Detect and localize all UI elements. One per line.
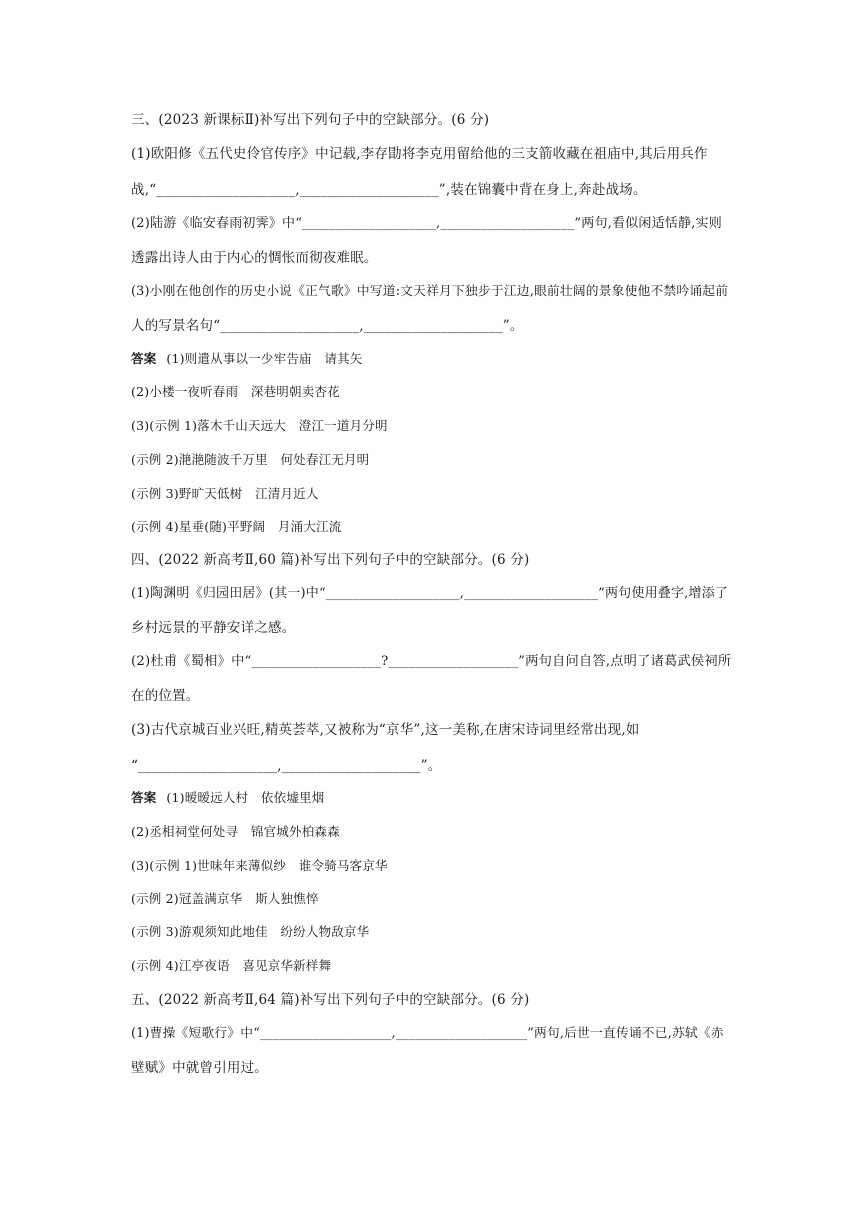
section-4-q3-line1: (3)古代京城百业兴旺,精英荟萃,又被称为“京华”,这一美称,在唐宋诗词里经常出现,如 (131, 722, 640, 738)
section-3-q1-line2: 战,“____________________,____________________”,装在锦囊中背在身上,奔赴战场。 (131, 182, 647, 198)
section-3-q1-line1: (1)欧阳修《五代史伶官传序》中记载,李存勖将李克用留给他的三支箭收藏在祖庙中,其后用兵作 (131, 146, 708, 162)
answer-label: 答案 (131, 351, 157, 366)
section-4-q1-line1: (1)陶渊明《归园田居》(其一)中“____________________,____________________”两句使用叠字,增添了 (131, 586, 729, 601)
section-3-q3-line2: 人的写景名句“____________________,____________________”。 (131, 318, 524, 334)
answer-text: (1)暧暧远人村 依依墟里烟 (166, 790, 325, 805)
section-4-answer-3: (3)(示例 1)世味年来薄似纱 谁令骑马客京华 (131, 858, 388, 873)
section-4-answer-4: (示例 2)冠盖满京华 斯人独憔悴 (131, 891, 319, 906)
section-4-heading: 四、(2022 新高考Ⅱ,60 篇)补写出下列句子中的空缺部分。(6 分) (131, 552, 530, 568)
section-3-q3-line1: (3)小刚在他创作的历史小说《正气歌》中写道:文天祥月下独步于江边,眼前壮阔的景象使他不禁吟诵起前 (131, 284, 729, 299)
section-5-q1-line1: (1)曹操《短歌行》中“____________________,____________________”两句,后世一直传诵不已,苏轼《赤 (131, 1026, 724, 1041)
section-4-q1-line2: 乡村远景的平静安详之感。 (131, 620, 296, 636)
section-3-q2-line2: 透露出诗人由于内心的惆怅而彻夜难眠。 (131, 250, 378, 266)
section-3-answer-1 (131, 349, 731, 369)
section-3-answer-3: (3)(示例 1)落木千山天远大 澄江一道月分明 (131, 418, 388, 433)
answer-label: 答案 (131, 790, 157, 805)
section-3-answer-4: (示例 2)滟滟随波千万里 何处春江无月明 (131, 452, 370, 467)
section-4-answer-5: (示例 3)游观须知此地佳 纷纷人物敌京华 (131, 924, 370, 939)
section-3-heading: 三、(2023 新课标Ⅱ)补写出下列句子中的空缺部分。(6 分) (131, 112, 490, 128)
section-3-answer-5: (示例 3)野旷天低树 江清月近人 (131, 486, 319, 501)
section-3-answer-6: (示例 4)星垂(随)平野阔 月涌大江流 (131, 519, 342, 534)
section-4-answer-6: (示例 4)江亭夜语 喜见京华新样舞 (131, 958, 332, 973)
section-5-heading: 五、(2022 新高考Ⅱ,64 篇)补写出下列句子中的空缺部分。(6 分) (131, 992, 530, 1008)
section-4-q2-line2: 在的位置。 (131, 688, 200, 704)
section-4-q3-line2: “____________________,____________________”。 (131, 758, 442, 774)
section-4-answer-1 (131, 788, 731, 808)
section-3-q2-line1: (2)陆游《临安春雨初霁》中“____________________,____________________”两句,看似闲适恬静,实则 (131, 216, 722, 231)
section-4-q2-line1: (2)杜甫《蜀相》中“___________________?___________________”两句自问自答,点明了诸葛武侯祠所 (131, 654, 732, 669)
section-3-answer-2: (2)小楼一夜听春雨 深巷明朝卖杏花 (131, 384, 340, 399)
section-5-q1-line2: 壁赋》中就曾引用过。 (131, 1060, 268, 1076)
section-4-answer-2: (2)丞相祠堂何处寻 锦官城外柏森森 (131, 824, 340, 839)
answer-text: (1)则遣从事以一少牢告庙 请其矢 (166, 351, 363, 366)
